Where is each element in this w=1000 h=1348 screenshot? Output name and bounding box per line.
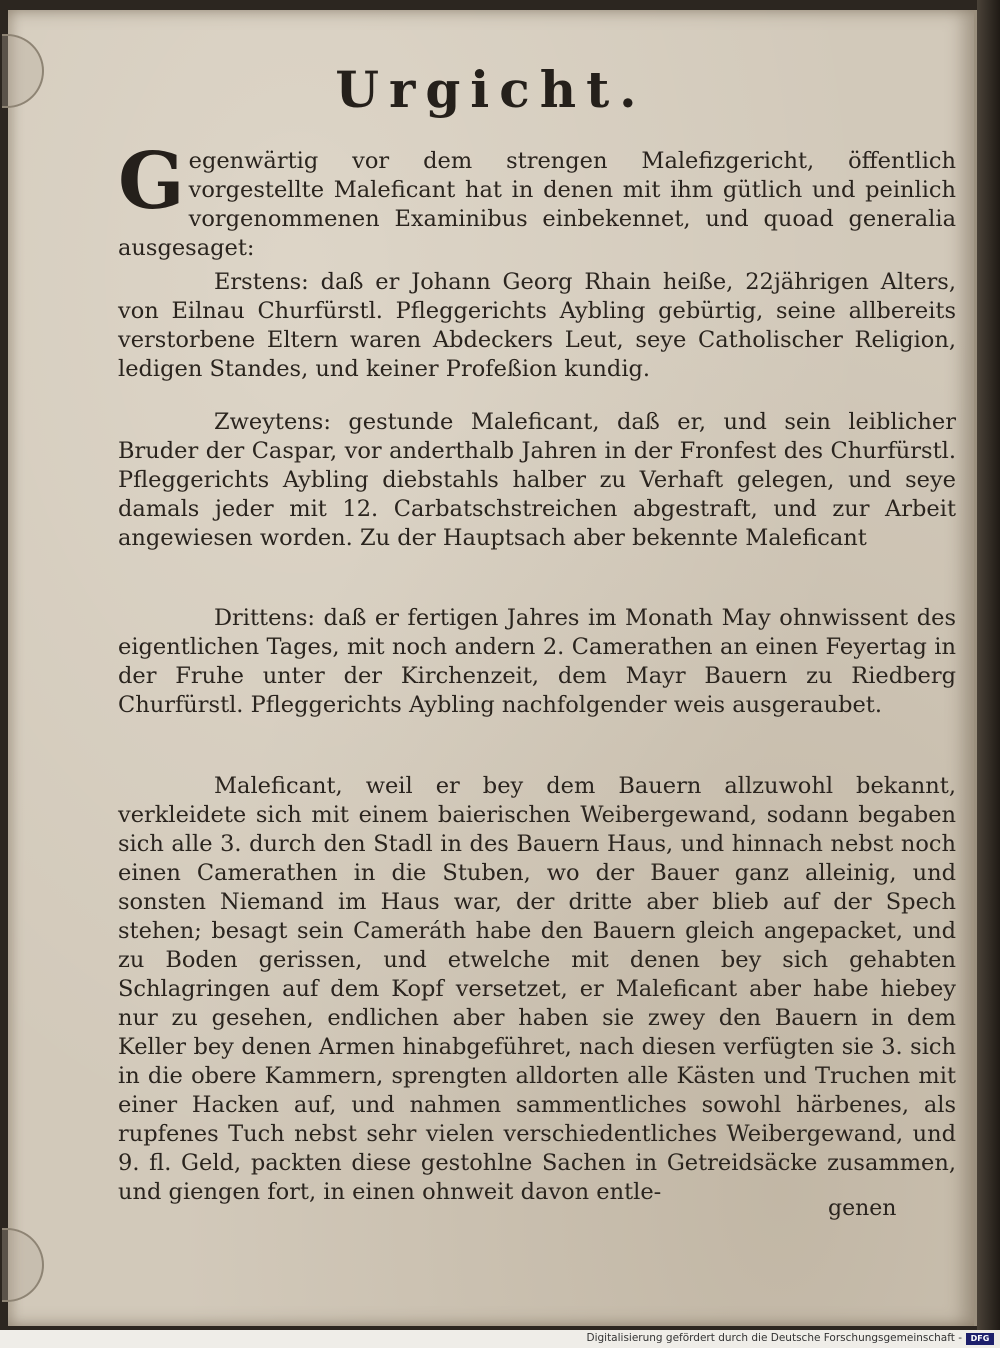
paragraph-erstens: Erstens: daß er Johann Georg Rhain heiße, 22jährigen Alters, von Eilnau Churfürstl. Pfleggerichts Aybling gebürtig, seine allbereits verstorbene Eltern waren Abdeckers Leut, seye Catholischer Religion, ledigen Standes, und keiner Profeßion kundig. [118,269,956,382]
scan-edge [977,0,1000,1330]
footer-credit: Digitalisierung gefördert durch die Deutsche Forschungsgemeinschaft - [586,1332,962,1344]
drop-cap-initial: G [118,136,185,227]
paragraph-zweytens: Zweytens: gestunde Maleficant, daß er, und sein leiblicher Bruder der Caspar, vor anderthalb Jahren in der Fronfest des Churfürstl. Pfleggerichts Aybling diebstahls halber zu Verhaft gelegen, und seye damals jeder mit 12. Carbatschstreichen abgestraft, und zur Arbeit angewiesen worden. Zu der Hauptsach aber bekennte Maleficant [118,409,956,551]
footer-bar [0,1330,1000,1348]
book-page [8,10,977,1326]
binding-hole-bottom [2,1228,44,1302]
paragraph-maleficant: Maleficant, weil er bey dem Bauern allzuwohl bekannt, verkleidete sich mit einem baierischen Weibergewand, sodann begaben sich alle 3. durch den Stadl in des Bauern Haus, und hinnach nebst noch einen Camerathen in die Stuben, wo der Bauer ganz alleinig, und sonsten Niemand im Haus war, der dritte aber blieb auf der Spech stehen; besagt sein Cameráth habe den Bauern gleich angepacket, und zu Boden gerissen, und etwelche mit denen bey sich gehabten Schlagringen auf dem Kopf versetzet, er Maleficant aber habe hiebey nur zu gesehen, endlichen aber haben sie zwey den Bauern in dem Keller bey denen Armen hinabgeführet, nach diesen verfügten sie 3. sich in die obere Kammern, sprengten alldorten alle Kästen und Truchen mit einer Hacken auf, und nahmen sammentliches sowohl härbenes, als rupfenes Tuch nebst sehr vielen verschiedentliches Weibergewand, und 9. fl. Geld, packten diese gestohlne Sachen in Getreidsäcke zusammen, und giengen fort, in einen ohnweit davon entle- [118,773,956,1205]
dfg-logo: DFG [966,1333,994,1345]
page-title: Urgicht. [335,60,647,119]
paragraph-drittens: Drittens: daß er fertigen Jahres im Monath May ohnwissent des eigentlichen Tages, mit noch andern 2. Camerathen an einen Feyertag in der Fruhe unter der Kirchenzeit, dem Mayr Bauern zu Riedberg Churfürstl. Pfleggerichts Aybling nachfolgender weis ausgeraubet. [118,605,956,718]
paragraph-intro-text: egenwärtig vor dem strengen Malefizgericht, öffentlich vorgestellte Maleficant hat in denen mit ihm gütlich und peinlich vorgenommenen Examinibus einbekennet, und quoad generalia ausgesaget: [118,148,956,261]
catchword: genen [828,1196,897,1221]
paragraph-intro [118,136,956,263]
